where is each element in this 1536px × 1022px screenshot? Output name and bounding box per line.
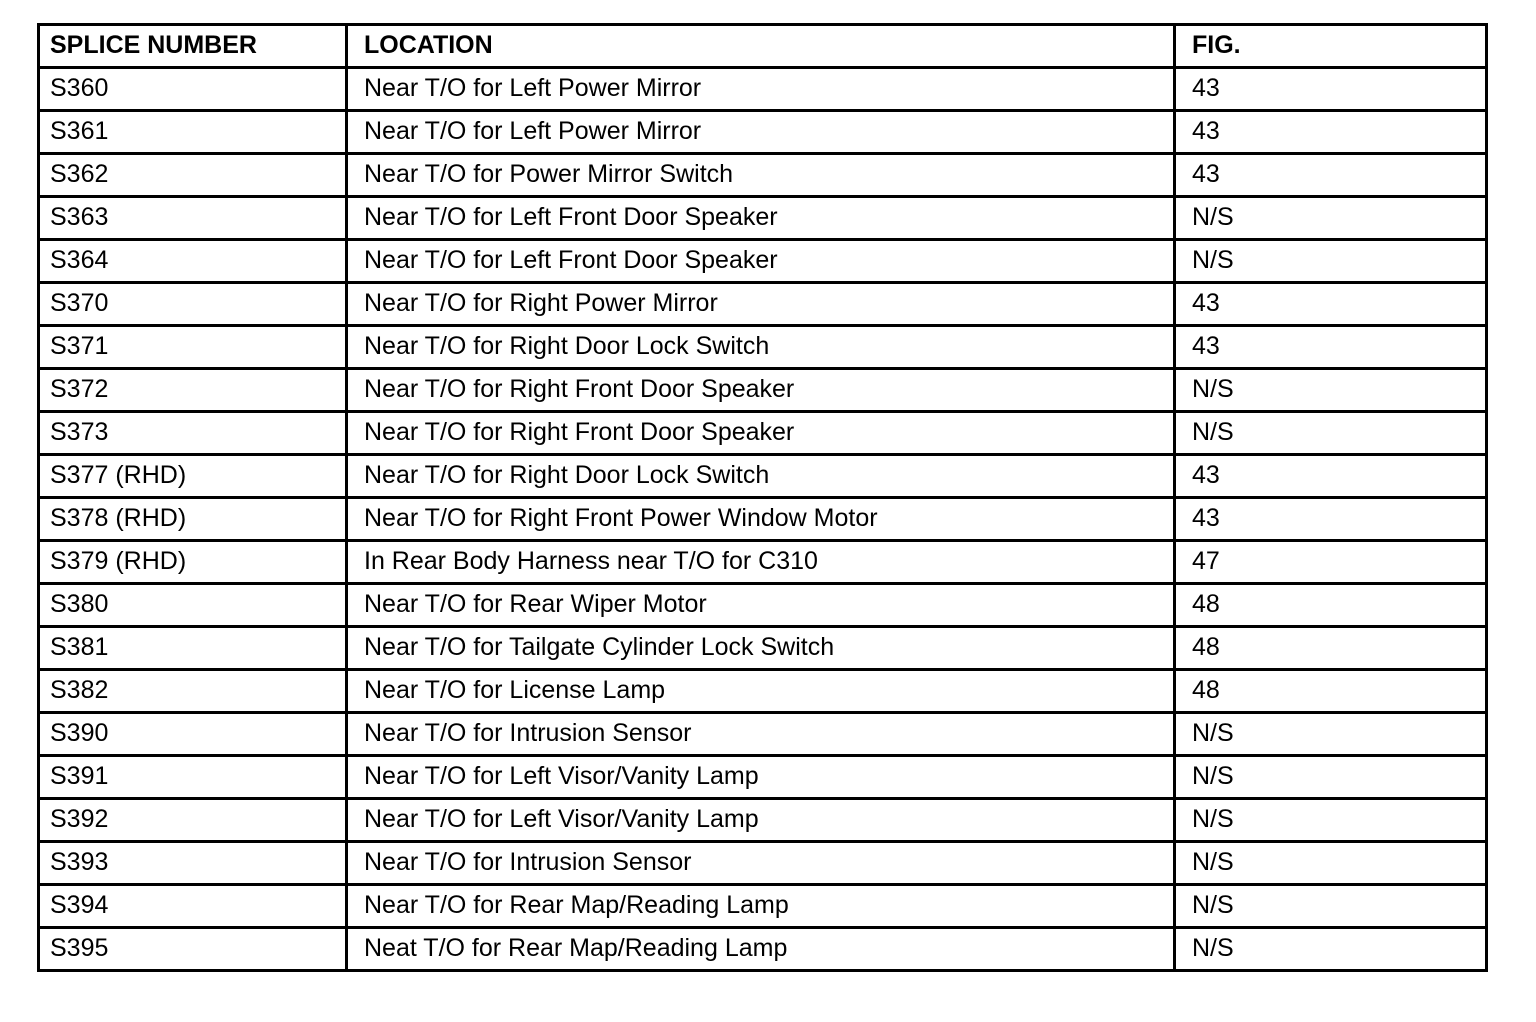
location-cell: Near T/O for Right Power Mirror xyxy=(347,283,1175,326)
splice-number-cell: S392 xyxy=(39,799,347,842)
table-row xyxy=(39,584,1487,627)
splice-number-cell: S391 xyxy=(39,756,347,799)
table-row xyxy=(39,799,1487,842)
table-row xyxy=(39,111,1487,154)
splice-number-cell: S360 xyxy=(39,68,347,111)
fig-cell: N/S xyxy=(1175,197,1487,240)
splice-number-cell: S378 (RHD) xyxy=(39,498,347,541)
splice-number-cell: S377 (RHD) xyxy=(39,455,347,498)
splice-number-cell: S379 (RHD) xyxy=(39,541,347,584)
location-cell: Near T/O for Left Power Mirror xyxy=(347,68,1175,111)
location-cell: Near T/O for Left Visor/Vanity Lamp xyxy=(347,756,1175,799)
splice-number-cell: S395 xyxy=(39,928,347,971)
splice-number-cell: S381 xyxy=(39,627,347,670)
location-cell: Near T/O for Right Front Power Window Motor xyxy=(347,498,1175,541)
table-row xyxy=(39,756,1487,799)
fig-cell: N/S xyxy=(1175,885,1487,928)
table-row xyxy=(39,885,1487,928)
table-row xyxy=(39,197,1487,240)
table-row xyxy=(39,154,1487,197)
splice-number-cell: S373 xyxy=(39,412,347,455)
table-row xyxy=(39,842,1487,885)
splice-number-cell: S394 xyxy=(39,885,347,928)
table-row xyxy=(39,68,1487,111)
location-cell: Near T/O for License Lamp xyxy=(347,670,1175,713)
table-body xyxy=(39,68,1487,971)
location-cell: Near T/O for Intrusion Sensor xyxy=(347,842,1175,885)
fig-cell: N/S xyxy=(1175,713,1487,756)
location-cell: Near T/O for Rear Wiper Motor xyxy=(347,584,1175,627)
table-row xyxy=(39,627,1487,670)
splice-number-cell: S382 xyxy=(39,670,347,713)
fig-cell: 48 xyxy=(1175,670,1487,713)
table-row xyxy=(39,412,1487,455)
table-row xyxy=(39,713,1487,756)
fig-cell: N/S xyxy=(1175,412,1487,455)
fig-cell: 43 xyxy=(1175,455,1487,498)
splice-number-cell: S361 xyxy=(39,111,347,154)
splice-number-cell: S364 xyxy=(39,240,347,283)
table-header xyxy=(39,25,1487,68)
fig-cell: N/S xyxy=(1175,756,1487,799)
location-cell: Near T/O for Power Mirror Switch xyxy=(347,154,1175,197)
location-cell: Near T/O for Right Door Lock Switch xyxy=(347,326,1175,369)
splice-number-cell: S371 xyxy=(39,326,347,369)
fig-cell: 43 xyxy=(1175,283,1487,326)
location-cell: Neat T/O for Rear Map/Reading Lamp xyxy=(347,928,1175,971)
header-location: LOCATION xyxy=(347,25,1175,68)
fig-cell: 43 xyxy=(1175,68,1487,111)
table-row xyxy=(39,928,1487,971)
fig-cell: N/S xyxy=(1175,842,1487,885)
fig-cell: 48 xyxy=(1175,627,1487,670)
fig-cell: N/S xyxy=(1175,799,1487,842)
header-row xyxy=(39,25,1487,68)
location-cell: Near T/O for Left Power Mirror xyxy=(347,111,1175,154)
location-cell: Near T/O for Left Front Door Speaker xyxy=(347,197,1175,240)
table-row xyxy=(39,498,1487,541)
location-cell: Near T/O for Right Front Door Speaker xyxy=(347,412,1175,455)
location-cell: Near T/O for Right Door Lock Switch xyxy=(347,455,1175,498)
header-fig: FIG. xyxy=(1175,25,1487,68)
splice-number-cell: S390 xyxy=(39,713,347,756)
fig-cell: N/S xyxy=(1175,369,1487,412)
location-cell: In Rear Body Harness near T/O for C310 xyxy=(347,541,1175,584)
table-row xyxy=(39,326,1487,369)
fig-cell: 43 xyxy=(1175,326,1487,369)
fig-cell: 43 xyxy=(1175,111,1487,154)
location-cell: Near T/O for Left Front Door Speaker xyxy=(347,240,1175,283)
splice-location-table xyxy=(37,23,1488,972)
fig-cell: N/S xyxy=(1175,928,1487,971)
fig-cell: N/S xyxy=(1175,240,1487,283)
table-row xyxy=(39,283,1487,326)
fig-cell: 43 xyxy=(1175,498,1487,541)
fig-cell: 43 xyxy=(1175,154,1487,197)
table-row xyxy=(39,369,1487,412)
splice-number-cell: S363 xyxy=(39,197,347,240)
header-splice-number: SPLICE NUMBER xyxy=(39,25,347,68)
location-cell: Near T/O for Left Visor/Vanity Lamp xyxy=(347,799,1175,842)
splice-number-cell: S372 xyxy=(39,369,347,412)
fig-cell: 48 xyxy=(1175,584,1487,627)
table-row xyxy=(39,240,1487,283)
splice-number-cell: S380 xyxy=(39,584,347,627)
location-cell: Near T/O for Intrusion Sensor xyxy=(347,713,1175,756)
location-cell: Near T/O for Right Front Door Speaker xyxy=(347,369,1175,412)
splice-number-cell: S393 xyxy=(39,842,347,885)
table-row xyxy=(39,670,1487,713)
location-cell: Near T/O for Rear Map/Reading Lamp xyxy=(347,885,1175,928)
table-row xyxy=(39,541,1487,584)
fig-cell: 47 xyxy=(1175,541,1487,584)
splice-number-cell: S362 xyxy=(39,154,347,197)
table-row xyxy=(39,455,1487,498)
location-cell: Near T/O for Tailgate Cylinder Lock Switch xyxy=(347,627,1175,670)
splice-number-cell: S370 xyxy=(39,283,347,326)
